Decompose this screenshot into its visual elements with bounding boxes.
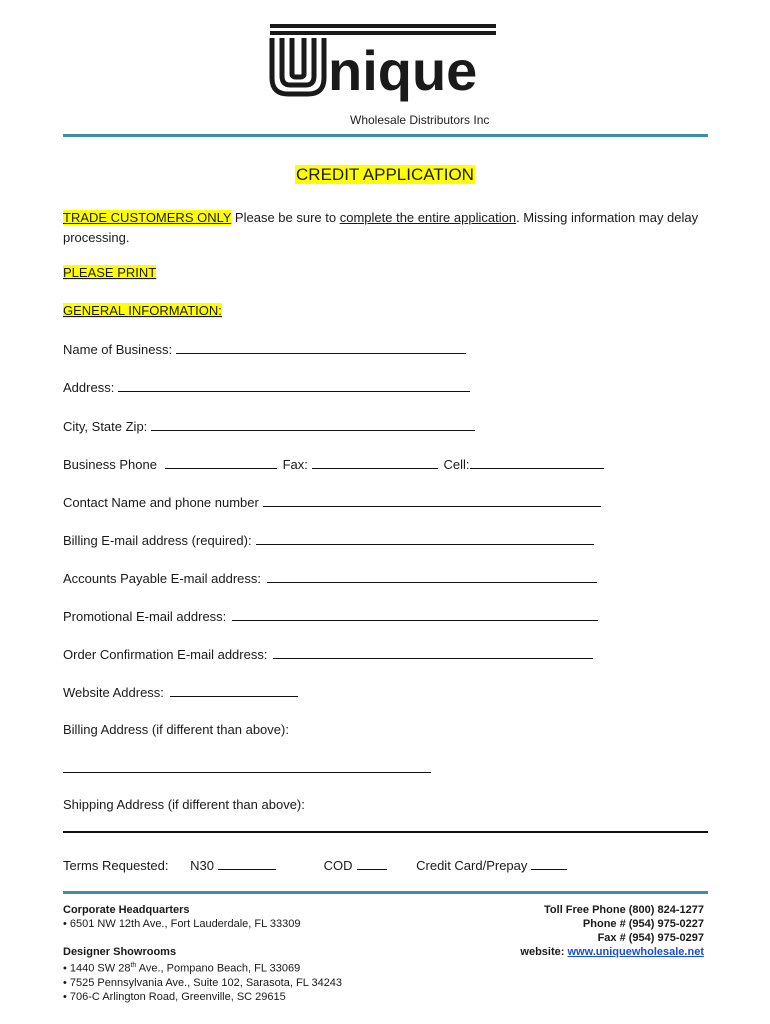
billing-address-field[interactable] — [63, 760, 431, 776]
phone-fax-cell-row[interactable]: Business Phone Fax: Cell: — [63, 456, 604, 472]
footer-addresses — [63, 903, 342, 1004]
footer-divider — [63, 891, 708, 894]
svg-text:nique: nique — [328, 39, 478, 102]
footer-contact: Toll Free Phone (800) 824-1277 Phone # (954) 975-0227 Fax # (954) 975-0297 website: www.uniquewholesale.net — [520, 904, 704, 958]
page-title: CREDIT APPLICATION — [296, 165, 474, 184]
name-of-business-field[interactable]: Name of Business: — [63, 341, 466, 357]
general-info-heading: GENERAL INFORMATION: — [63, 303, 222, 318]
showrooms-title: Designer Showrooms — [63, 946, 177, 958]
billing-email-input[interactable] — [256, 532, 594, 545]
contact-name-input[interactable] — [263, 494, 601, 507]
intro-text: TRADE CUSTOMERS ONLY Please be sure to complete the entire application. Missing information may delay processing. — [63, 210, 699, 245]
phone: Phone # (954) 975-0227 — [582, 918, 704, 930]
website-input[interactable] — [170, 684, 298, 697]
website-link[interactable]: www.uniquewholesale.net — [567, 946, 704, 958]
showroom-2: • 7525 Pennsylvania Ave., Suite 102, Sarasota, FL 34243 — [63, 976, 343, 989]
cod-input[interactable] — [357, 857, 387, 870]
promo-email-input[interactable] — [232, 608, 598, 621]
trade-customers-note: TRADE CUSTOMERS ONLY — [63, 210, 232, 225]
website-field[interactable]: Website Address: — [63, 684, 298, 700]
section-divider — [63, 831, 708, 833]
complete-application-note: complete the entire application — [339, 210, 517, 225]
order-email-input[interactable] — [273, 646, 593, 659]
contact-name-field[interactable]: Contact Name and phone number — [63, 494, 601, 510]
logo-subtitle: Wholesale Distributors Inc — [350, 113, 490, 127]
hq-title: Corporate Headquarters — [63, 904, 190, 916]
name-of-business-input[interactable] — [176, 341, 466, 354]
ap-email-field[interactable]: Accounts Payable E-mail address: — [63, 570, 597, 586]
address-input[interactable] — [118, 379, 470, 392]
billing-email-field[interactable]: Billing E-mail address (required): — [63, 532, 594, 548]
header-divider — [63, 134, 708, 137]
promo-email-field[interactable]: Promotional E-mail address: — [63, 608, 598, 624]
fax-input[interactable] — [312, 456, 438, 469]
order-email-field[interactable]: Order Confirmation E-mail address: — [63, 646, 593, 662]
shipping-address-label: Shipping Address (if different than above): — [63, 797, 305, 812]
n30-input[interactable] — [218, 857, 276, 870]
showroom-1: • 1440 SW 28th Ave., Pompano Beach, FL 33069 — [63, 962, 301, 975]
fax: Fax # (954) 975-0297 — [597, 932, 704, 944]
please-print-note: PLEASE PRINT — [63, 265, 157, 280]
business-phone-input[interactable] — [165, 456, 277, 469]
billing-address-input[interactable] — [63, 760, 431, 773]
city-state-zip-input[interactable] — [151, 418, 475, 431]
terms-row[interactable]: Terms Requested: N30 COD Credit Card/Prepay — [63, 857, 567, 873]
ap-email-input[interactable] — [267, 570, 597, 583]
credit-card-input[interactable] — [531, 857, 567, 870]
hq-address: • 6501 NW 12th Ave., Fort Lauderdale, FL 33309 — [63, 918, 301, 930]
city-state-zip-field[interactable]: City, State Zip: — [63, 418, 475, 434]
address-field[interactable]: Address: — [63, 379, 470, 395]
cell-input[interactable] — [470, 456, 604, 469]
toll-free-phone: Toll Free Phone (800) 824-1277 — [544, 904, 704, 916]
showroom-3: • 706-C Arlington Road, Greenville, SC 29615 — [63, 990, 286, 1003]
billing-address-label: Billing Address (if different than above): — [63, 722, 289, 737]
